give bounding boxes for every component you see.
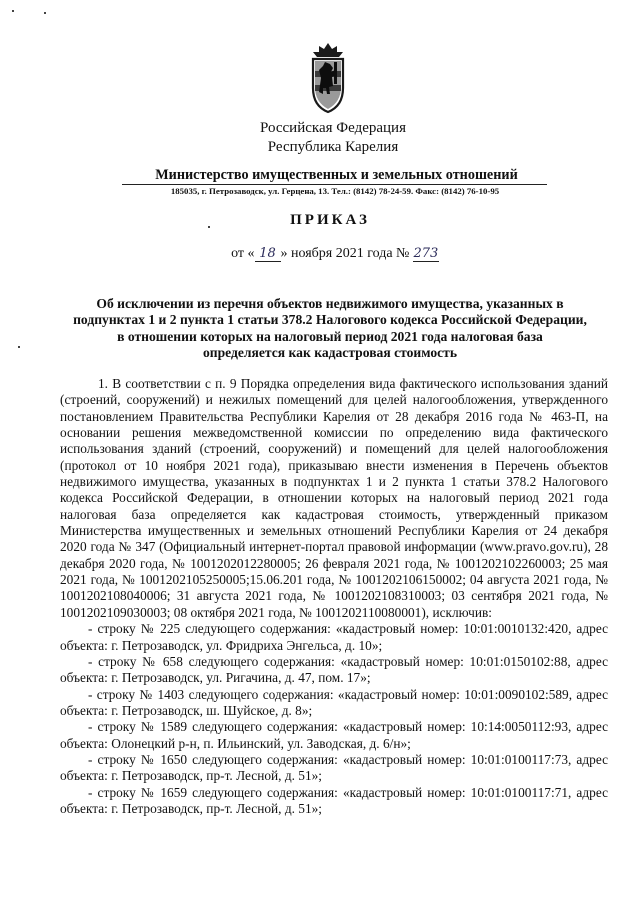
country-name: Российская Федерация [260, 120, 406, 136]
scan-speck [208, 226, 210, 228]
heading-line: определяется как кадастровая стоимость [202, 345, 458, 361]
list-item: - строку № 1589 следующего содержания: «кадастровый номер: 10:14:0050112:93, адрес объекта: Олонецкий р-н, п. Ильинский, ул. Заводская, д. 6/н»; [60, 719, 608, 751]
scan-speck [12, 10, 14, 12]
main-paragraph: 1. В соответствии с п. 9 Порядка определения вида фактического использования зданий (строений, сооружений) и нежилых помещений для целей налогообложения, утвержденного постановлением Правительства Республики Карелия от 28 декабря 2016 года № 463-П, на основании решения межведомственной комиссии по определению вида фактического использования зданий (строений, сооружений) и помещений для целей налогообложения (протокол от 10 ноября 2021 года), приказываю внести изменения в Перечень объектов недвижимого имущества, указанных в подпунктах 1 и 2 пункта 1 статьи 378.2 Налогового кодекса Российской Федерации, в отношении которых на налоговый период 2021 года налоговая база определяется как кадастровая стоимость, утвержденный приказом Министерства имущественных и земельных отношений Республики Карелия от 24 декабря 2020 года № 347 (Официальный интернет-портал правовой информации (www.pravo.gov.ru), 28 декабря 2020 года, № 1001202012280005; 26 февраля 2021 года, № 1001202102260003; 25 мая 2021 года, № 1001202105250005;15.06.201 года, № 1001202106150002; 04 августа 2021 года, № 1001202108040006; 31 августа 2021 года, № 1001202108310003; 03 сентября 2021 года, № 1001202109030003; 08 октября 2021 года, № 1001202110080001), исключив: [60, 376, 608, 620]
list-item: - строку № 658 следующего содержания: «кадастровый номер: 10:01:0150102:88, адрес объекта: г. Петрозаводск, ул. Ригачина, д. 47, пом. 17»; [60, 653, 608, 686]
ministry-name: Министерство имущественных и земельных отношений [155, 167, 518, 183]
republic-name: Республика Карелия [267, 139, 399, 155]
order-day-handwritten: 18 [255, 247, 281, 262]
heading-line: Об исключении из перечня объектов недвижимого имущества, указанных в [96, 296, 564, 311]
order-body [60, 376, 608, 817]
coat-of-arms-emblem [303, 42, 353, 114]
order-title: ПРИКАЗ [290, 212, 370, 228]
ministry-address: 185035, г. Петрозаводск, ул. Герцена, 13. Тел.: (8142) 78-24-59. Факс: (8142) 76-10-95 [170, 186, 500, 196]
scan-speck [44, 12, 46, 14]
list-item: - строку № 225 следующего содержания: «кадастровый номер: 10:01:0010132:420, адрес объекта: г. Петрозаводск, ул. Фридриха Энгельса, д. 10»; [60, 621, 608, 653]
heading-line: подпунктах 1 и 2 пункта 1 статьи 378.2 Налогового кодекса Российской Федерации, [73, 312, 587, 328]
order-date-line [0, 246, 640, 262]
list-item: - строку № 1403 следующего содержания: «кадастровый номер: 10:01:0090102:589, адрес объекта: г. Петрозаводск, ш. Шуйское, д. 8»; [60, 686, 608, 718]
country-header [0, 119, 640, 157]
list-item: - строку № 1650 следующего содержания: «кадастровый номер: 10:01:0100117:73, адрес объекта: г. Петрозаводск, пр-т. Лесной, д. 51»; [60, 751, 608, 784]
scan-speck [18, 346, 20, 348]
order-heading [60, 296, 600, 362]
order-number-handwritten: 273 [413, 246, 439, 261]
list-item: - строку № 1659 следующего содержания: «кадастровый номер: 10:01:0100117:71, адрес объекта: г. Петрозаводск, пр-т. Лесной, д. 51»; [60, 784, 608, 816]
date-prefix: от « [231, 246, 255, 261]
date-middle: » ноября 2021 года № [280, 246, 410, 261]
heading-line: в отношении которых на налоговый период 2021 года налоговая база [117, 328, 543, 344]
header-divider [122, 184, 547, 185]
